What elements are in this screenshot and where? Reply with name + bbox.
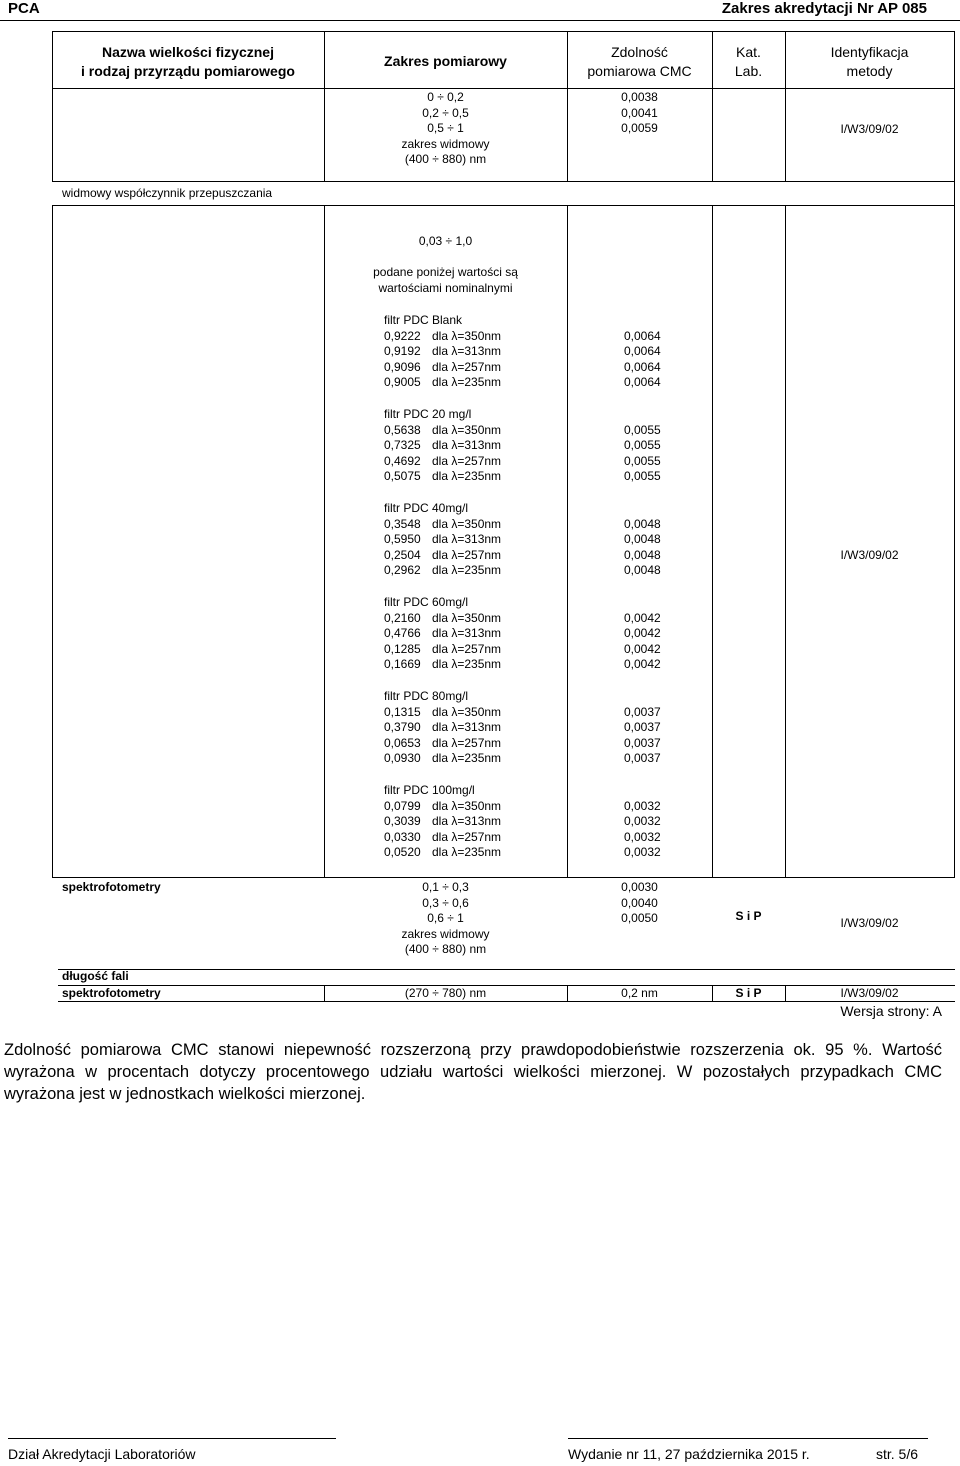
row2-range-main: 0,03 ÷ 1,0 [418,234,473,248]
filter-value: 0,1285 [384,641,421,656]
filter-name: filtr PDC 80mg/l [384,689,469,703]
filter-wavelength: dla λ=350nm [432,422,502,437]
filter-value: 0,7325 [384,438,421,453]
filter-cmc: 0,0048 [624,563,661,578]
footer-page: str. 5/6 [876,1446,919,1462]
filter-cmc: 0,0064 [624,328,661,343]
col-header-method: Identyfikacja metody [830,44,909,79]
filter-name: filtr PDC 40mg/l [384,501,469,515]
filter-cmc: 0,0037 [624,720,661,735]
header-right: Zakres akredytacji Nr AP 085 [721,0,927,17]
filter-value: 0,9222 [384,328,421,343]
filter-wavelength: dla λ=313nm [432,814,502,829]
filter-wavelength: dla λ=235nm [432,845,502,860]
filter-wavelength: dla λ=235nm [432,469,502,484]
filter-value: 0,9096 [384,359,421,374]
filter-wavelength: dla λ=235nm [432,751,502,766]
filter-wavelength: dla λ=350nm [432,328,502,343]
row2-nominal-note: podane poniżej wartości są wartościami nominalnymi [373,265,518,295]
filter-cmc: 0,0042 [624,626,661,641]
row4-method: I/W3/09/02 [840,986,899,1000]
filter-value: 0,0653 [384,735,421,750]
filter-wavelength: dla λ=235nm [432,563,502,578]
row4-quantity-name: długość fali [62,969,129,983]
filter-name: filtr PDC 100mg/l [384,783,475,797]
row1-quantity-name: widmowy współczynnik przepuszczania [62,186,273,200]
row1-ranges: 0 ÷ 0,2 0,2 ÷ 0,5 0,5 ÷ 1 zakres widmowy (400 ÷ 880) nm [401,90,490,167]
footer-rule-right [568,1438,928,1439]
filter-name: filtr PDC Blank [384,313,463,327]
filter-cmc: 0,0055 [624,438,661,453]
filter-wavelength: dla λ=257nm [432,829,502,844]
filter-value: 0,4766 [384,626,421,641]
filter-cmc: 0,0064 [624,375,661,390]
filter-wavelength: dla λ=313nm [432,626,502,641]
filter-wavelength: dla λ=313nm [432,532,502,547]
row3-ranges: 0,1 ÷ 0,3 0,3 ÷ 0,6 0,6 ÷ 1 zakres widmowy (400 ÷ 880) nm [401,880,490,957]
filter-cmc: 0,0037 [624,704,661,719]
filter-wavelength: dla λ=350nm [432,610,502,625]
filter-cmc: 0,0032 [624,798,661,813]
footer-left: Dział Akredytacji Laboratoriów [8,1446,196,1462]
row2-method: I/W3/09/02 [840,548,899,562]
filter-cmc: 0,0055 [624,422,661,437]
filter-cmc: 0,0055 [624,453,661,468]
filter-cmc: 0,0037 [624,751,661,766]
col-header-cmc: Zdolność pomiarowa CMC [587,44,692,79]
col-header-range: Zakres pomiarowy [384,53,507,69]
filter-value: 0,9005 [384,375,421,390]
filter-wavelength: dla λ=257nm [432,453,502,468]
filter-value: 0,0930 [384,751,421,766]
filter-value: 0,2962 [384,563,421,578]
row4-device-name: spektrofotometry [62,986,161,1000]
page-version: Wersja strony: A [840,1003,942,1019]
filter-wavelength: dla λ=350nm [432,704,502,719]
filter-wavelength: dla λ=313nm [432,438,502,453]
filter-cmc: 0,0042 [624,657,661,672]
filter-cmc: 0,0042 [624,641,661,656]
filter-wavelength: dla λ=235nm [432,375,502,390]
row3-quantity-name: spektrofotometry [62,880,161,894]
filter-cmc: 0,0064 [624,359,661,374]
row3-method: I/W3/09/02 [840,916,899,930]
footer-rule-left [8,1438,336,1439]
header-left: PCA [8,0,40,17]
filter-wavelength: dla λ=313nm [432,344,502,359]
col-header-lab: Kat. Lab. [734,44,763,79]
filter-cmc: 0,0037 [624,735,661,750]
filter-value: 0,4692 [384,453,421,468]
row3-cmc: 0,0030 0,0040 0,0050 [621,880,658,926]
filter-name: filtr PDC 20 mg/l [384,407,472,421]
filter-wavelength: dla λ=313nm [432,720,502,735]
filter-wavelength: dla λ=257nm [432,359,502,374]
header-rule [0,20,960,21]
filter-cmc: 0,0048 [624,532,661,547]
filter-value: 0,3790 [384,720,421,735]
filter-wavelength: dla λ=257nm [432,547,502,562]
filter-cmc: 0,0042 [624,610,661,625]
filter-wavelength: dla λ=235nm [432,657,502,672]
filter-value: 0,5075 [384,469,421,484]
row1-method: I/W3/09/02 [840,122,899,136]
row4-cmc: 0,2 nm [621,986,658,1000]
footer-edition: Wydanie nr 11, 27 października 2015 r. [568,1446,810,1462]
filter-wavelength: dla λ=257nm [432,641,502,656]
filter-cmc: 0,0032 [624,814,661,829]
filter-value: 0,0799 [384,798,421,813]
filter-cmc: 0,0048 [624,516,661,531]
row4-lab: S i P [735,986,762,1000]
filter-value: 0,5638 [384,422,421,437]
filter-cmc: 0,0048 [624,547,661,562]
filter-value: 0,3039 [384,814,421,829]
filter-value: 0,1315 [384,704,421,719]
filter-wavelength: dla λ=350nm [432,798,502,813]
col-header-name: Nazwa wielkości fizycznej i rodzaj przyrządu pomiarowego [81,44,295,79]
filter-value: 0,2160 [384,610,421,625]
filter-name: filtr PDC 60mg/l [384,595,469,609]
filter-wavelength: dla λ=257nm [432,735,502,750]
filter-cmc: 0,0032 [624,829,661,844]
cmc-note: Zdolność pomiarowa CMC stanowi niepewność rozszerzoną przy prawdopodobieństwie rozszerzenia ok. 95 %. Wartość wyrażona w procentach dotyczy procentowego udziału wartości wielkości mierzonej. W pozostałych przypadkach CMC wyrażona jest w jednostkach wielkości mierzonej. [4,1041,942,1103]
filter-value: 0,0520 [384,845,421,860]
row1-cmc: 0,0038 0,0041 0,0059 [621,90,658,136]
filter-wavelength: dla λ=350nm [432,516,502,531]
filter-value: 0,5950 [384,532,421,547]
filter-cmc: 0,0055 [624,469,661,484]
filter-value: 0,1669 [384,657,421,672]
filter-cmc: 0,0064 [624,344,661,359]
row3-lab: S i P [735,909,762,923]
filter-cmc: 0,0032 [624,845,661,860]
filter-value: 0,2504 [384,547,421,562]
row4-range: (270 ÷ 780) nm [404,986,487,1000]
filter-value: 0,3548 [384,516,421,531]
filter-value: 0,0330 [384,829,421,844]
filter-value: 0,9192 [384,344,421,359]
